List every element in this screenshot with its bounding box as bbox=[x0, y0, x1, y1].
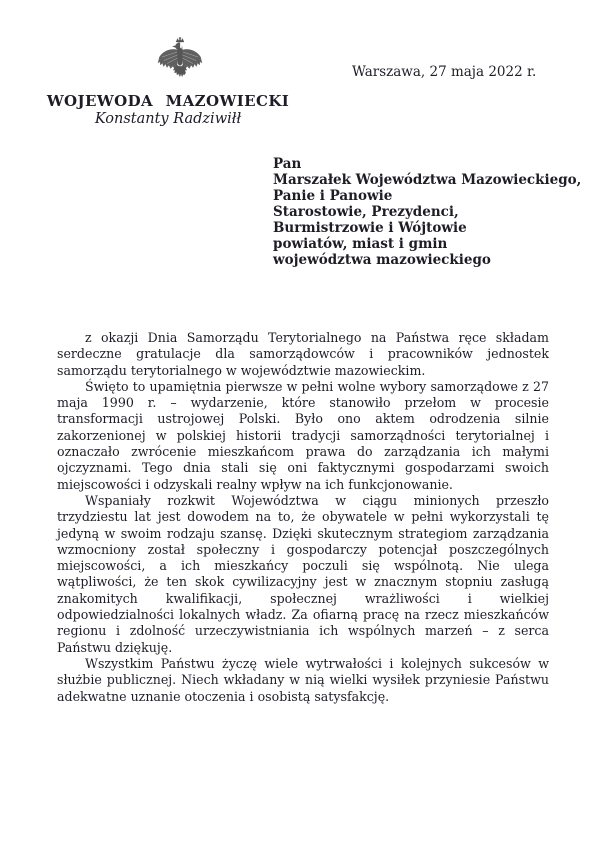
addressee-block bbox=[273, 156, 581, 268]
addressee-line: Marszałek Województwa Mazowieckiego, bbox=[273, 172, 582, 188]
addressee-line: Pan bbox=[273, 156, 302, 172]
body-paragraph: Wspaniały rozkwit Województwa w ciągu minionych przeszło trzydziestu lat jest dowodem na to, że obywatele w pełni wykorzystali tę jedyną w swoim rodzaju szansę. Dzięki skutecznym strategiom zarządzania wzmocniony został społeczny i gospodarczy potencjał poszczególnych miejscowości, a ich mieszkańcy poczuli się wspólnotą. Nie ulega wątpliwości, że ten skok cywilizacyjny jest w znacznym stopniu zasługą znakomitych kwalifikacji, społecznej wrażliwości i wielkiej odpowiedzialności lokalnych władz. Za ofiarną pracę na rzecz mieszkańców regionu i zdolność urzeczywistniania ich wspólnych marzeń – z serca Państwu dziękuję. bbox=[57, 492, 549, 655]
letter-body bbox=[57, 330, 549, 705]
addressee-line: Starostowie, Prezydenci, bbox=[273, 204, 459, 220]
date-line: Warszawa, 27 maja 2022 r. bbox=[352, 64, 537, 80]
body-paragraph: z okazji Dnia Samorządu Terytorialnego na Państwa ręce składam serdeczne gratulacje dla samorządowców i pracowników jednostek samorządu terytorialnego w województwie mazowieckim. bbox=[57, 330, 549, 378]
sender-title: WOJEWODA MAZOWIECKI bbox=[46, 92, 290, 110]
body-paragraph: Wszystkim Państwu życzę wiele wytrwałości i kolejnych sukcesów w służbie publicznej. Niech wkładany w nią wielki wysiłek przyniesie Państwu adekwatne uznanie otoczenia i osobistą satysfakcję. bbox=[57, 655, 549, 704]
sender-name: Konstanty Radziwiłł bbox=[94, 111, 242, 127]
addressee-line: powiatów, miast i gmin bbox=[273, 236, 448, 252]
addressee-line: Panie i Panowie bbox=[273, 188, 393, 204]
body-paragraph: Święto to upamiętnia pierwsze w pełni wolne wybory samorządowe z 27 maja 1990 r. – wydarzenie, które stanowiło przełom w procesie transformacji ustrojowej Polski. Było ono aktem odrodzenia silnie zakorzenionej w polskiej historii tradycji samorządności terytorialnej i oznaczało zwrócenie mieszkańcom prawa do zarządzania ich małymi ojczyznami. Tego dnia stali się oni faktycznymi gospodarzami swoich miejscowości i odzyskali realny wpływ na ich funkcjonowanie. bbox=[57, 378, 549, 492]
polish-eagle-emblem-icon bbox=[150, 36, 210, 96]
addressee-line: Burmistrzowie i Wójtowie bbox=[273, 220, 467, 236]
addressee-line: województwa mazowieckiego bbox=[273, 252, 491, 268]
